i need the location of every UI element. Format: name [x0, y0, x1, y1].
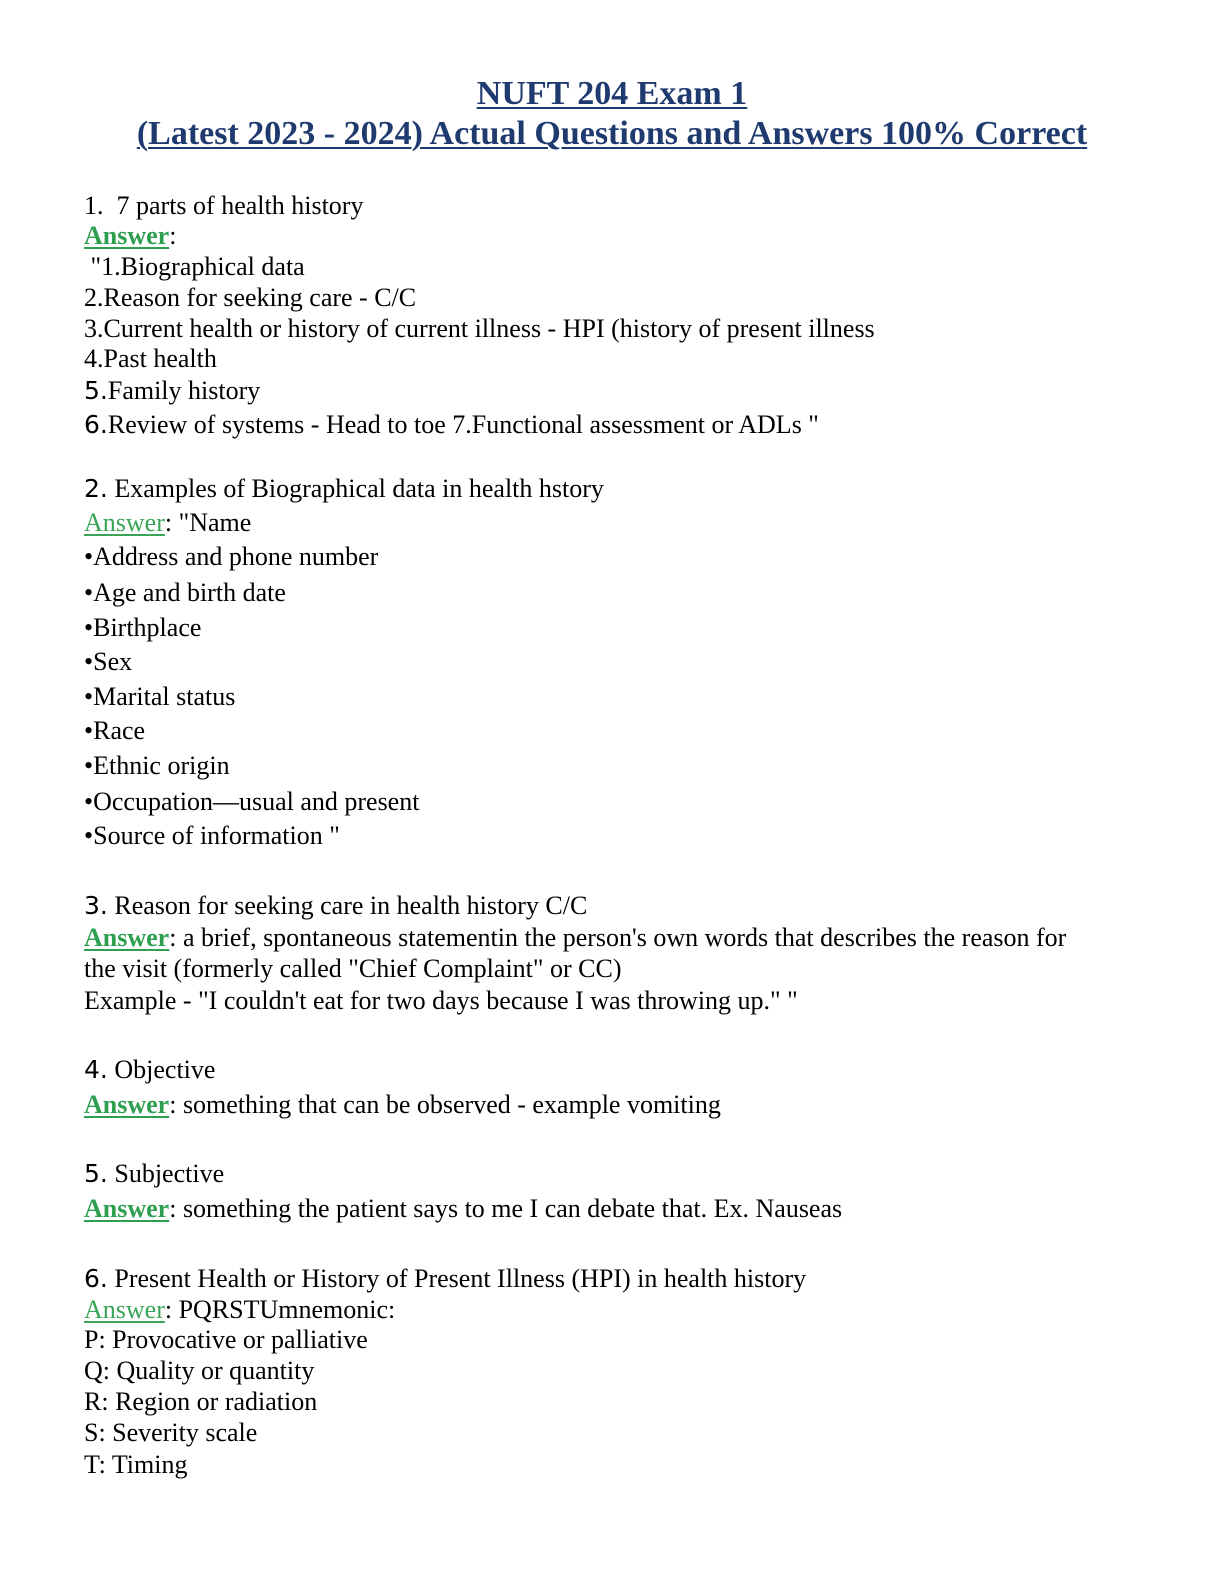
answer-label: Answer [84, 1295, 165, 1324]
question-text: Examples of Biographical data in health hstory [107, 474, 604, 503]
bullet-item: •Source of information " [84, 821, 340, 850]
question-2 [84, 473, 604, 505]
answer-5 [84, 1193, 842, 1225]
answer-6 [84, 1294, 395, 1326]
answer-line: 4.Past health [84, 344, 217, 373]
item-text: Review of systems - Head to toe 7.Functional assessment or ADLs " [107, 410, 819, 439]
bullet-item: •Age and birth date [84, 578, 286, 607]
answer-3 [84, 922, 1066, 954]
answer-label: Answer [84, 508, 165, 537]
mnemonic-item: R: Region or radiation [84, 1387, 318, 1416]
question-1 [84, 190, 363, 222]
answer-label: Answer [84, 1194, 170, 1223]
mnemonic-item: Q: Quality or quantity [84, 1356, 315, 1385]
item-number: 6. [84, 410, 108, 439]
bullet-item: •Birthplace [84, 613, 202, 642]
question-6 [84, 1263, 806, 1295]
answer-text: : [169, 221, 177, 250]
answer-label: Answer [84, 923, 170, 952]
answer-label: Answer [84, 221, 170, 250]
answer-text: : PQRSTUmnemonic: [164, 1295, 396, 1324]
bullet-item: •Occupation—usual and present [84, 787, 420, 816]
question-number: 6. [84, 1264, 108, 1293]
answer-line: Example - "I couldn't eat for two days because I was throwing up." " [84, 986, 798, 1015]
answer-line: the visit (formerly called "Chief Complaint" or CC) [84, 954, 622, 983]
question-number: 4. [84, 1055, 108, 1084]
document-subtitle: (Latest 2023 - 2024) Actual Questions and Answers 100% Correct [136, 115, 1088, 152]
bullet-item: •Address and phone number [84, 542, 379, 571]
question-3 [84, 890, 587, 922]
mnemonic-item: P: Provocative or palliative [84, 1325, 368, 1354]
question-number: 5. [84, 1159, 108, 1188]
question-text: Reason for seeking care in health history C/C [107, 891, 588, 920]
answer-text: : a brief, spontaneous statementin the person's own words that describes the reason for [169, 923, 1067, 952]
answer-2 [84, 507, 251, 539]
answer-text: : something the patient says to me I can debate that. Ex. Nauseas [169, 1194, 843, 1223]
bullet-item: •Marital status [84, 682, 236, 711]
question-number: 3. [84, 891, 108, 920]
document-title: NUFT 204 Exam 1 [476, 75, 748, 112]
question-number: 1. [84, 191, 104, 220]
answer-line: "1.Biographical data [84, 252, 305, 281]
question-number: 2. [84, 474, 108, 503]
answer-line [84, 375, 260, 407]
question-5 [84, 1158, 224, 1190]
mnemonic-item: S: Severity scale [84, 1418, 258, 1447]
answer-text: : "Name [164, 508, 252, 537]
answer-line: 2.Reason for seeking care - C/C [84, 283, 417, 312]
item-number: 5. [84, 376, 108, 405]
bullet-item: •Sex [84, 647, 133, 676]
question-text: Subjective [107, 1159, 225, 1188]
question-text: 7 parts of health history [103, 191, 364, 220]
answer-text: : something that can be observed - example vomiting [169, 1090, 721, 1119]
answer-label: Answer [84, 1090, 170, 1119]
question-text: Present Health or History of Present Illness (HPI) in health history [107, 1264, 807, 1293]
mnemonic-item: T: Timing [84, 1450, 188, 1479]
question-text: Objective [107, 1055, 216, 1084]
answer-1 [84, 220, 176, 252]
bullet-item: •Ethnic origin [84, 751, 230, 780]
question-4 [84, 1054, 215, 1086]
bullet-item: •Race [84, 716, 146, 745]
answer-line [84, 409, 819, 441]
answer-line: 3.Current health or history of current illness - HPI (history of present illness [84, 314, 875, 343]
item-text: Family history [107, 376, 261, 405]
answer-4 [84, 1089, 721, 1121]
